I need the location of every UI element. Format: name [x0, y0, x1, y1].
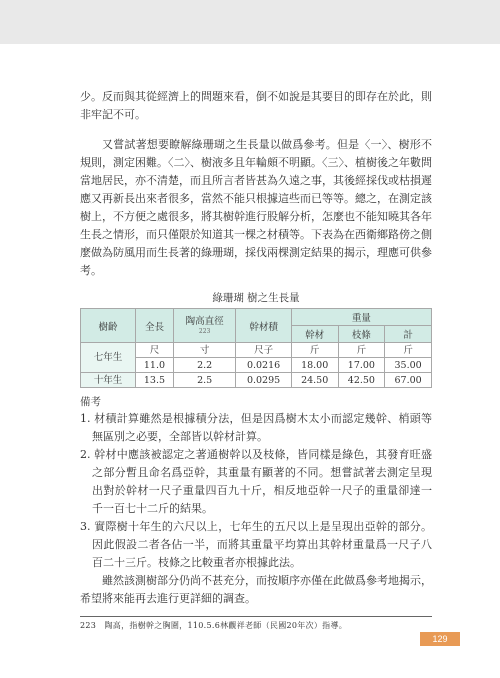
- header-volume: 幹材積: [236, 309, 291, 343]
- value-cell: 2.2: [173, 358, 235, 373]
- header-dbh: [173, 309, 235, 343]
- value-cell: 17.00: [338, 358, 385, 373]
- value-cell: 0.0216: [236, 358, 291, 373]
- header-band: [0, 0, 500, 44]
- header-total: 計: [385, 326, 432, 343]
- header-dbh-label: 陶高直徑: [185, 316, 224, 327]
- value-cell: 13.5: [136, 373, 174, 388]
- unit-cell: 斤: [338, 343, 385, 358]
- footnote-divider: [80, 616, 432, 617]
- unit-cell: 尺子: [236, 343, 291, 358]
- note-item: 1. 材積計算雖然是根據積分法，但是因爲樹木太小而認定幾幹、梢頭等無區別之必要，全部皆以幹材計算。: [80, 412, 432, 443]
- header-dbh-footnote-ref: 223: [198, 328, 211, 335]
- notes-list: [80, 410, 432, 572]
- unit-cell: 斤: [291, 343, 338, 358]
- header-branch: 枝條: [338, 326, 385, 343]
- table-row: [81, 373, 432, 388]
- notes-title: 備考: [80, 396, 101, 408]
- header-age: 樹齡: [81, 309, 136, 343]
- footnote: 223 陶高，指樹幹之胸圍，110.5.6林觀祥老師（民國20年次）指導。: [80, 621, 348, 630]
- header-trunk: 幹材: [291, 326, 338, 343]
- header-length: 全長: [136, 309, 174, 343]
- row-age-cell: 七年生: [81, 343, 136, 373]
- note-item: 3. 實際樹十年生的六尺以上，七年生的五尺以上是呈現出亞幹的部分。因此假設二者各佔一半，而將其重量平均算出其幹材重量爲一尺子八百二十三斤。枝條之比較重者亦根據此法。: [80, 520, 432, 569]
- value-cell: 2.5: [173, 373, 235, 388]
- table-title: 綠珊瑚 樹之生長量: [212, 292, 300, 304]
- note-item: 2. 幹材中應該被認定之著通樹幹以及枝條，皆同樣是綠色，其發育旺盛之部分暫且命名爲亞幹，其重量有顯著的不同。想嘗試著去測定呈現出對於幹材一尺子重量四百九十斤，相反地亞幹一尺子的重量卻達一千一百七十二斤的結果。: [80, 448, 432, 515]
- closing-paragraph: 雖然該測樹部分仍尚不甚充分，而按順序亦僅在此做爲參考地揭示，希望將來能再去進行更詳細的調查。: [80, 574, 432, 605]
- page-number: 129: [420, 632, 460, 646]
- unit-cell: 斤: [385, 343, 432, 358]
- value-cell: 24.50: [291, 373, 338, 388]
- page-content: [80, 88, 432, 633]
- unit-cell: 尺: [136, 343, 174, 358]
- value-cell: 67.00: [385, 373, 432, 388]
- paragraph-1: 少。反而與其從經濟上的問題來看，倒不如說是其要目的即存在於此，則非牢記不可。: [80, 90, 432, 121]
- value-cell: 35.00: [385, 358, 432, 373]
- unit-cell: 寸: [173, 343, 235, 358]
- growth-table: [80, 308, 432, 388]
- value-cell: 18.00: [291, 358, 338, 373]
- row-age-cell: 十年生: [81, 373, 136, 388]
- value-cell: 11.0: [136, 358, 174, 373]
- paragraph-2: 又嘗試著想要瞭解綠珊瑚之生長量以做爲參考。但是〈一〉、樹形不規則，測定困難。〈二〉、樹液多且年輪頗不明顯。〈三〉、植樹後之年數問當地居民，亦不清楚，而且所言者皆甚為久遠之事，其後經採伐或枯損遲應又再新長出來者很多，當然不能只根據這些而已等等。總之，在測定該樹上，不方便之處很多，將其樹幹進行股解分析，怎麼也不能知曉其各年生長之情形，而只僅限於知道其一棵之材積等。下表為在西衛鄉路傍之側麼做為防風用而生長著的綠珊瑚，採伐兩棵測定結果的揭示，理應可供參考。: [80, 138, 432, 277]
- table-row: [81, 343, 432, 358]
- value-cell: 42.50: [338, 373, 385, 388]
- value-cell: 0.0295: [236, 373, 291, 388]
- header-weight: 重量: [291, 309, 431, 326]
